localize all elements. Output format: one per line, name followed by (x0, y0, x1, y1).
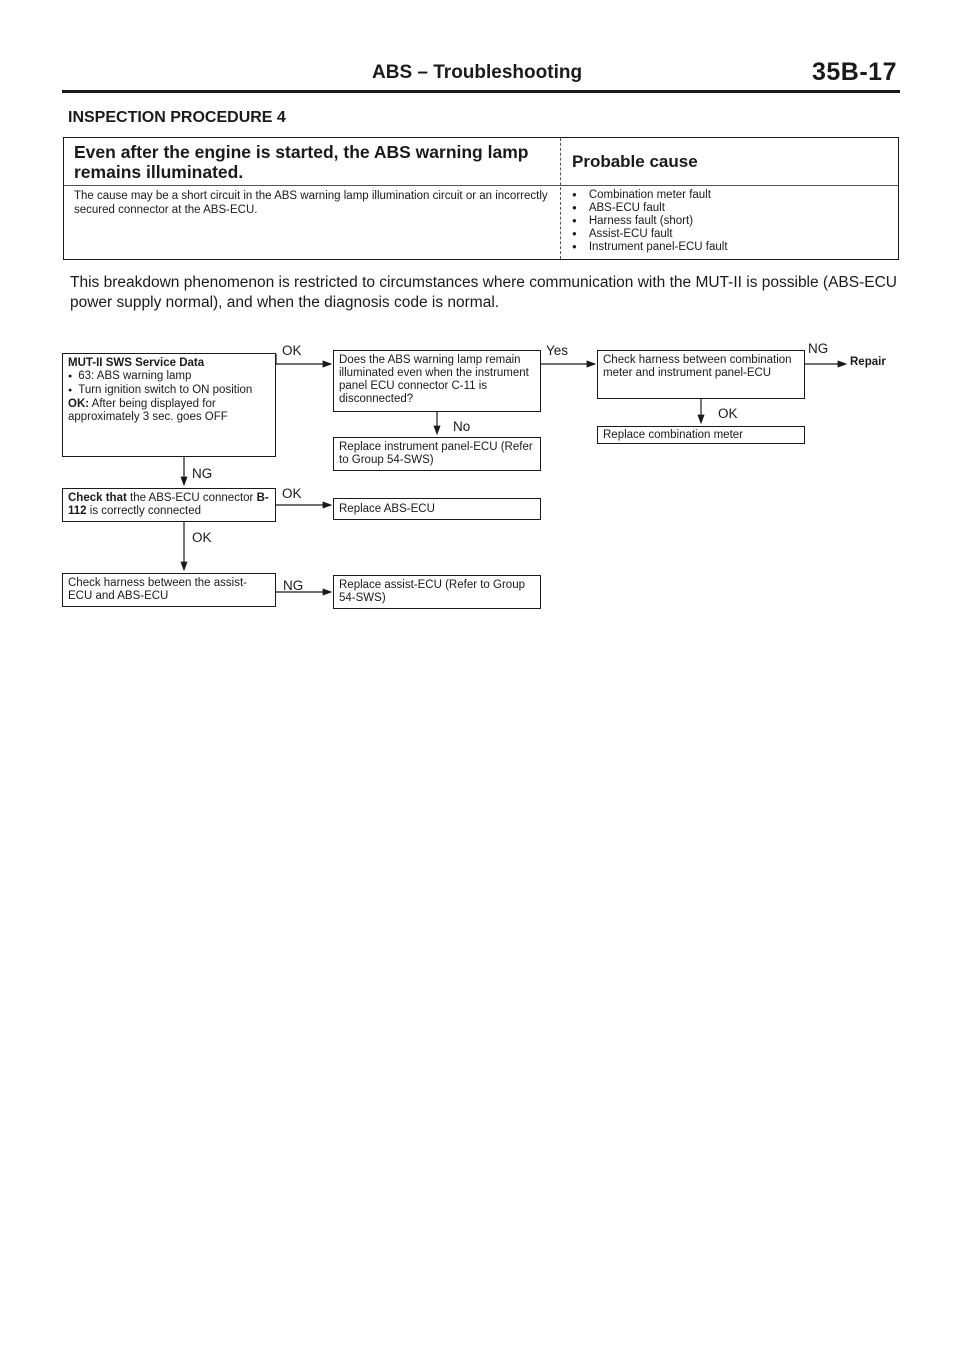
replace-assist-ecu-box: Replace assist-ECU (Refer to Group 54-SWS) (333, 575, 541, 609)
label-ok-3: OK (282, 486, 302, 501)
cause-item: ● Harness fault (short) (572, 215, 728, 228)
cause-item: ● ABS-ECU fault (572, 202, 728, 215)
cause-item: ● Combination meter fault (572, 189, 728, 202)
cause-item: ● Assist-ECU fault (572, 228, 728, 241)
lamp-check-box: Does the ABS warning lamp remain illuminated even when the instrument panel ECU connector C-11 is disconnected? (333, 350, 541, 412)
replace-instrument-panel-ecu-box: Replace instrument panel-ECU (Refer to Group 54-SWS) (333, 437, 541, 471)
symptom-title: Even after the engine is started, the ABS warning lamp remains illuminated. (74, 142, 529, 182)
symptom-description: The cause may be a short circuit in the ABS warning lamp illumination circuit or an incorrectly secured connector at the ABS-ECU. (74, 190, 548, 216)
connector-check-prefix: Check that (68, 492, 127, 504)
page-header-title: ABS – Troubleshooting (372, 62, 583, 83)
label-ok-1: OK (282, 343, 302, 358)
connector-check-text: the ABS-ECU connector (130, 492, 254, 504)
intro-paragraph: This breakdown phenomenon is restricted to circumstances where communication with the MUT-II is possible (ABS-ECU power supply normal), and when the diagnosis code is normal. (70, 274, 897, 311)
replace-combination-meter-box: Replace combination meter (597, 426, 805, 444)
mut-box-item: ● 63: ABS warning lamp (68, 370, 270, 384)
harness-check-meter-box: Check harness between combination meter and instrument panel-ECU (597, 350, 805, 399)
ok-prefix: OK: (68, 398, 90, 410)
mut-box-title: MUT-II SWS Service Data (68, 357, 205, 369)
harness-check-assist-box: Check harness between the assist-ECU and ABS-ECU (62, 573, 276, 607)
procedure-title: INSPECTION PROCEDURE 4 (68, 109, 286, 126)
label-ng-1: NG (808, 341, 829, 356)
label-no: No (453, 419, 471, 434)
replace-abs-ecu-box: Replace ABS-ECU (333, 498, 541, 520)
repair-label: Repair (850, 356, 886, 368)
label-ng-3: NG (283, 578, 304, 593)
page-number: 35B-17 (812, 58, 897, 86)
probable-cause-heading: Probable cause (572, 152, 698, 171)
label-ng-2: NG (192, 466, 213, 481)
mut-box-item: ● Turn ignition switch to ON position (68, 384, 270, 398)
cause-item: ● Instrument panel-ECU fault (572, 241, 728, 254)
label-ok-2: OK (718, 406, 738, 421)
label-ok-4: OK (192, 530, 212, 545)
ok-text: After being displayed for approximately 3 sec. goes OFF (68, 398, 228, 423)
connector-id: B-112 (68, 492, 269, 517)
connector-check-suffix: is correctly connected (89, 505, 201, 517)
label-yes: Yes (546, 343, 569, 358)
